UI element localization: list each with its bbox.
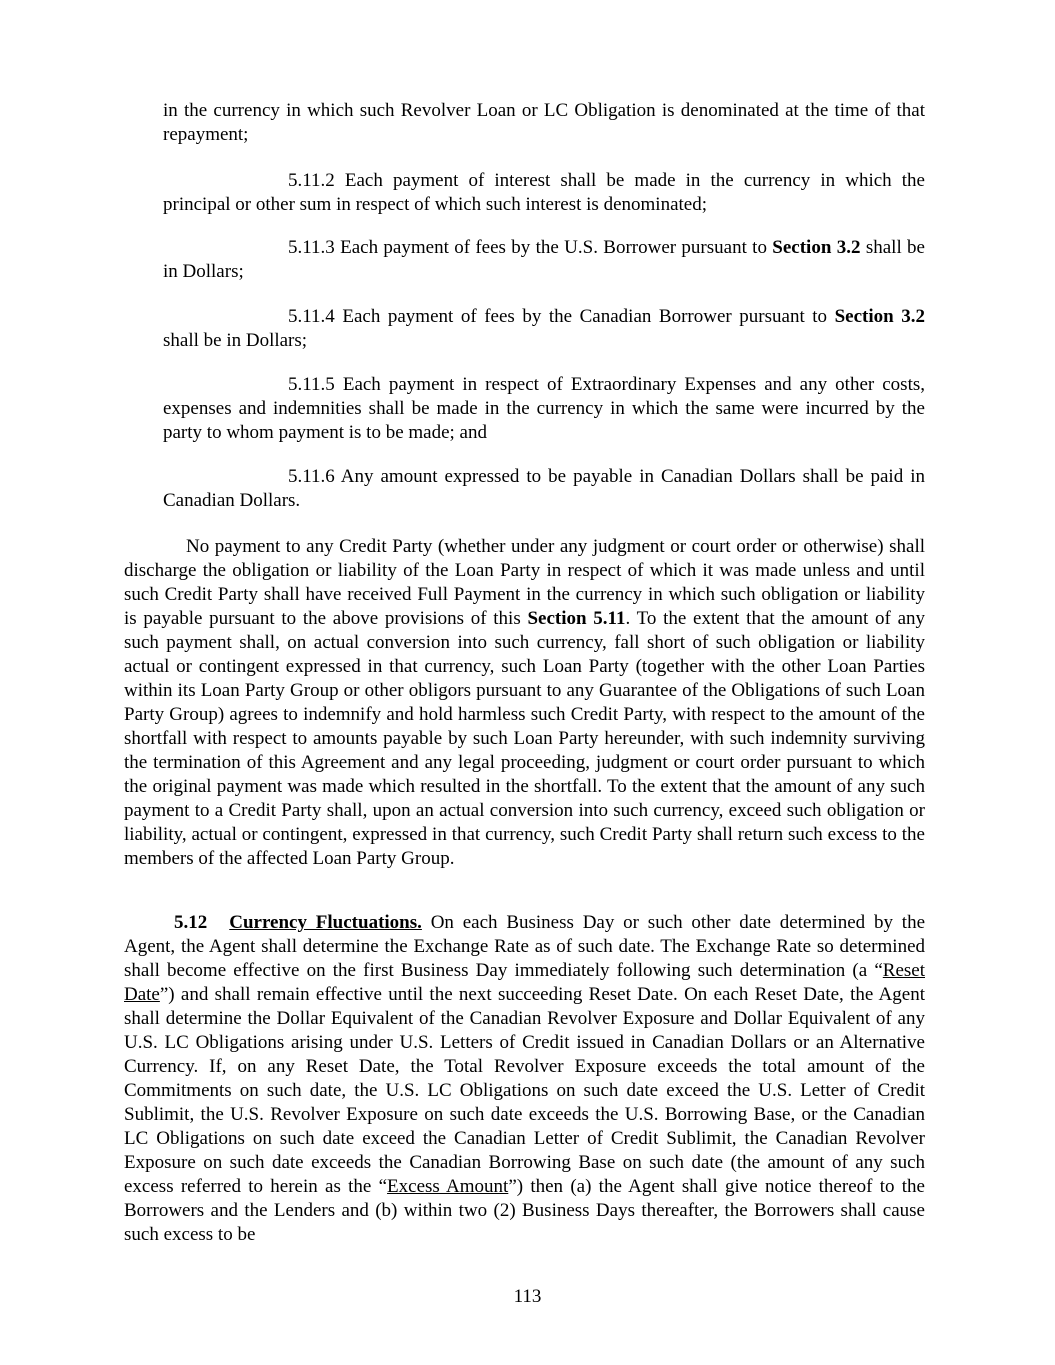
- no-payment-paragraph: No payment to any Credit Party (whether under any judgment or court order or otherwise) shall discharge the obligation or liability of the Loan Party in respect of which it was made unless and until such Credit Party shall have received Full Payment in the currency in which such obligation or liability is payable pursuant to the above provisions of this Section 5.11. To the extent that the amount of any such payment shall, on actual conversion into such currency, fall short of such obligation or liability actual or contingent expressed in that currency, such Loan Party (together with the other Loan Parties within its Loan Party Group or other obligors pursuant to any Guarantee of the Obligations of such Loan Party Group) agrees to indemnify and hold harmless such Credit Party, with respect to the amount of the shortfall with respect to amounts payable by such Loan Party hereunder, with such indemnity surviving the termination of this Agreement and any legal proceeding, judgment or court order pursuant to which the original payment was made which resulted in the shortfall. To the extent that the amount of any such payment to a Credit Party shall, upon an actual conversion into such currency, exceed such obligation or liability, actual or contingent, expressed in that currency, such Credit Party shall return such excess to the members of the affected Loan Party Group.: [124, 536, 925, 869]
- section-reference: Section 5.11: [527, 608, 626, 629]
- defined-term-reset-date: Reset Date: [124, 960, 925, 1005]
- clause-5-11-5: 5.11.5 Each payment in respect of Extraordinary Expenses and any other costs, expenses and indemnities shall be made in the currency in which the same were incurred by the party to whom payment is to be made; and: [163, 374, 925, 443]
- section-reference: Section 3.2: [834, 306, 925, 327]
- continuation-paragraph: in the currency in which such Revolver Loan or LC Obligation is denominated at the time of that repayment;: [163, 100, 925, 145]
- section-5-12-paragraph: 5.12 Currency Fluctuations. On each Business Day or such other date determined by the Agent, the Agent shall determine the Exchange Rate as of such date. The Exchange Rate so determined shall become effective on the first Business Day immediately following such determination (a “Reset Date”) and shall remain effective until the next succeeding Reset Date. On each Reset Date, the Agent shall determine the Dollar Equivalent of the Canadian Revolver Exposure and Dollar Equivalent of any U.S. LC Obligations arising under U.S. Letters of Credit issued in Canadian Dollars or an Alternative Currency. If, on any Reset Date, the Total Revolver Exposure exceeds the total amount of the Commitments on such date, the U.S. LC Obligations on such date exceed the U.S. Letter of Credit Sublimit, the U.S. Revolver Exposure on such date exceeds the U.S. Borrowing Base, or the Canadian LC Obligations on such date exceed the Canadian Letter of Credit Sublimit, the Canadian Revolver Exposure on such date exceeds the Canadian Borrowing Base on such date (the amount of any such excess referred to herein as the “Excess Amount”) then (a) the Agent shall give notice thereof to the Borrowers and the Lenders and (b) within two (2) Business Days thereafter, the Borrowers shall cause such excess to be: [124, 912, 925, 1245]
- page-number: 113: [513, 1286, 542, 1307]
- section-reference: Section 3.2: [772, 237, 861, 258]
- clause-5-11-6: 5.11.6 Any amount expressed to be payable in Canadian Dollars shall be paid in Canadian Dollars.: [163, 466, 925, 511]
- section-number: 5.12: [174, 912, 208, 933]
- section-heading: Currency Fluctuations.: [229, 912, 422, 933]
- defined-term-excess-amount: Excess Amount: [387, 1176, 509, 1197]
- clause-5-11-2: 5.11.2 Each payment of interest shall be made in the currency in which the principal or other sum in respect of which such interest is denominated;: [163, 170, 925, 215]
- clause-5-11-3: 5.11.3 Each payment of fees by the U.S. Borrower pursuant to Section 3.2 shall be in Dollars;: [163, 237, 925, 282]
- clause-5-11-4: 5.11.4 Each payment of fees by the Canadian Borrower pursuant to Section 3.2 shall be in Dollars;: [163, 306, 925, 351]
